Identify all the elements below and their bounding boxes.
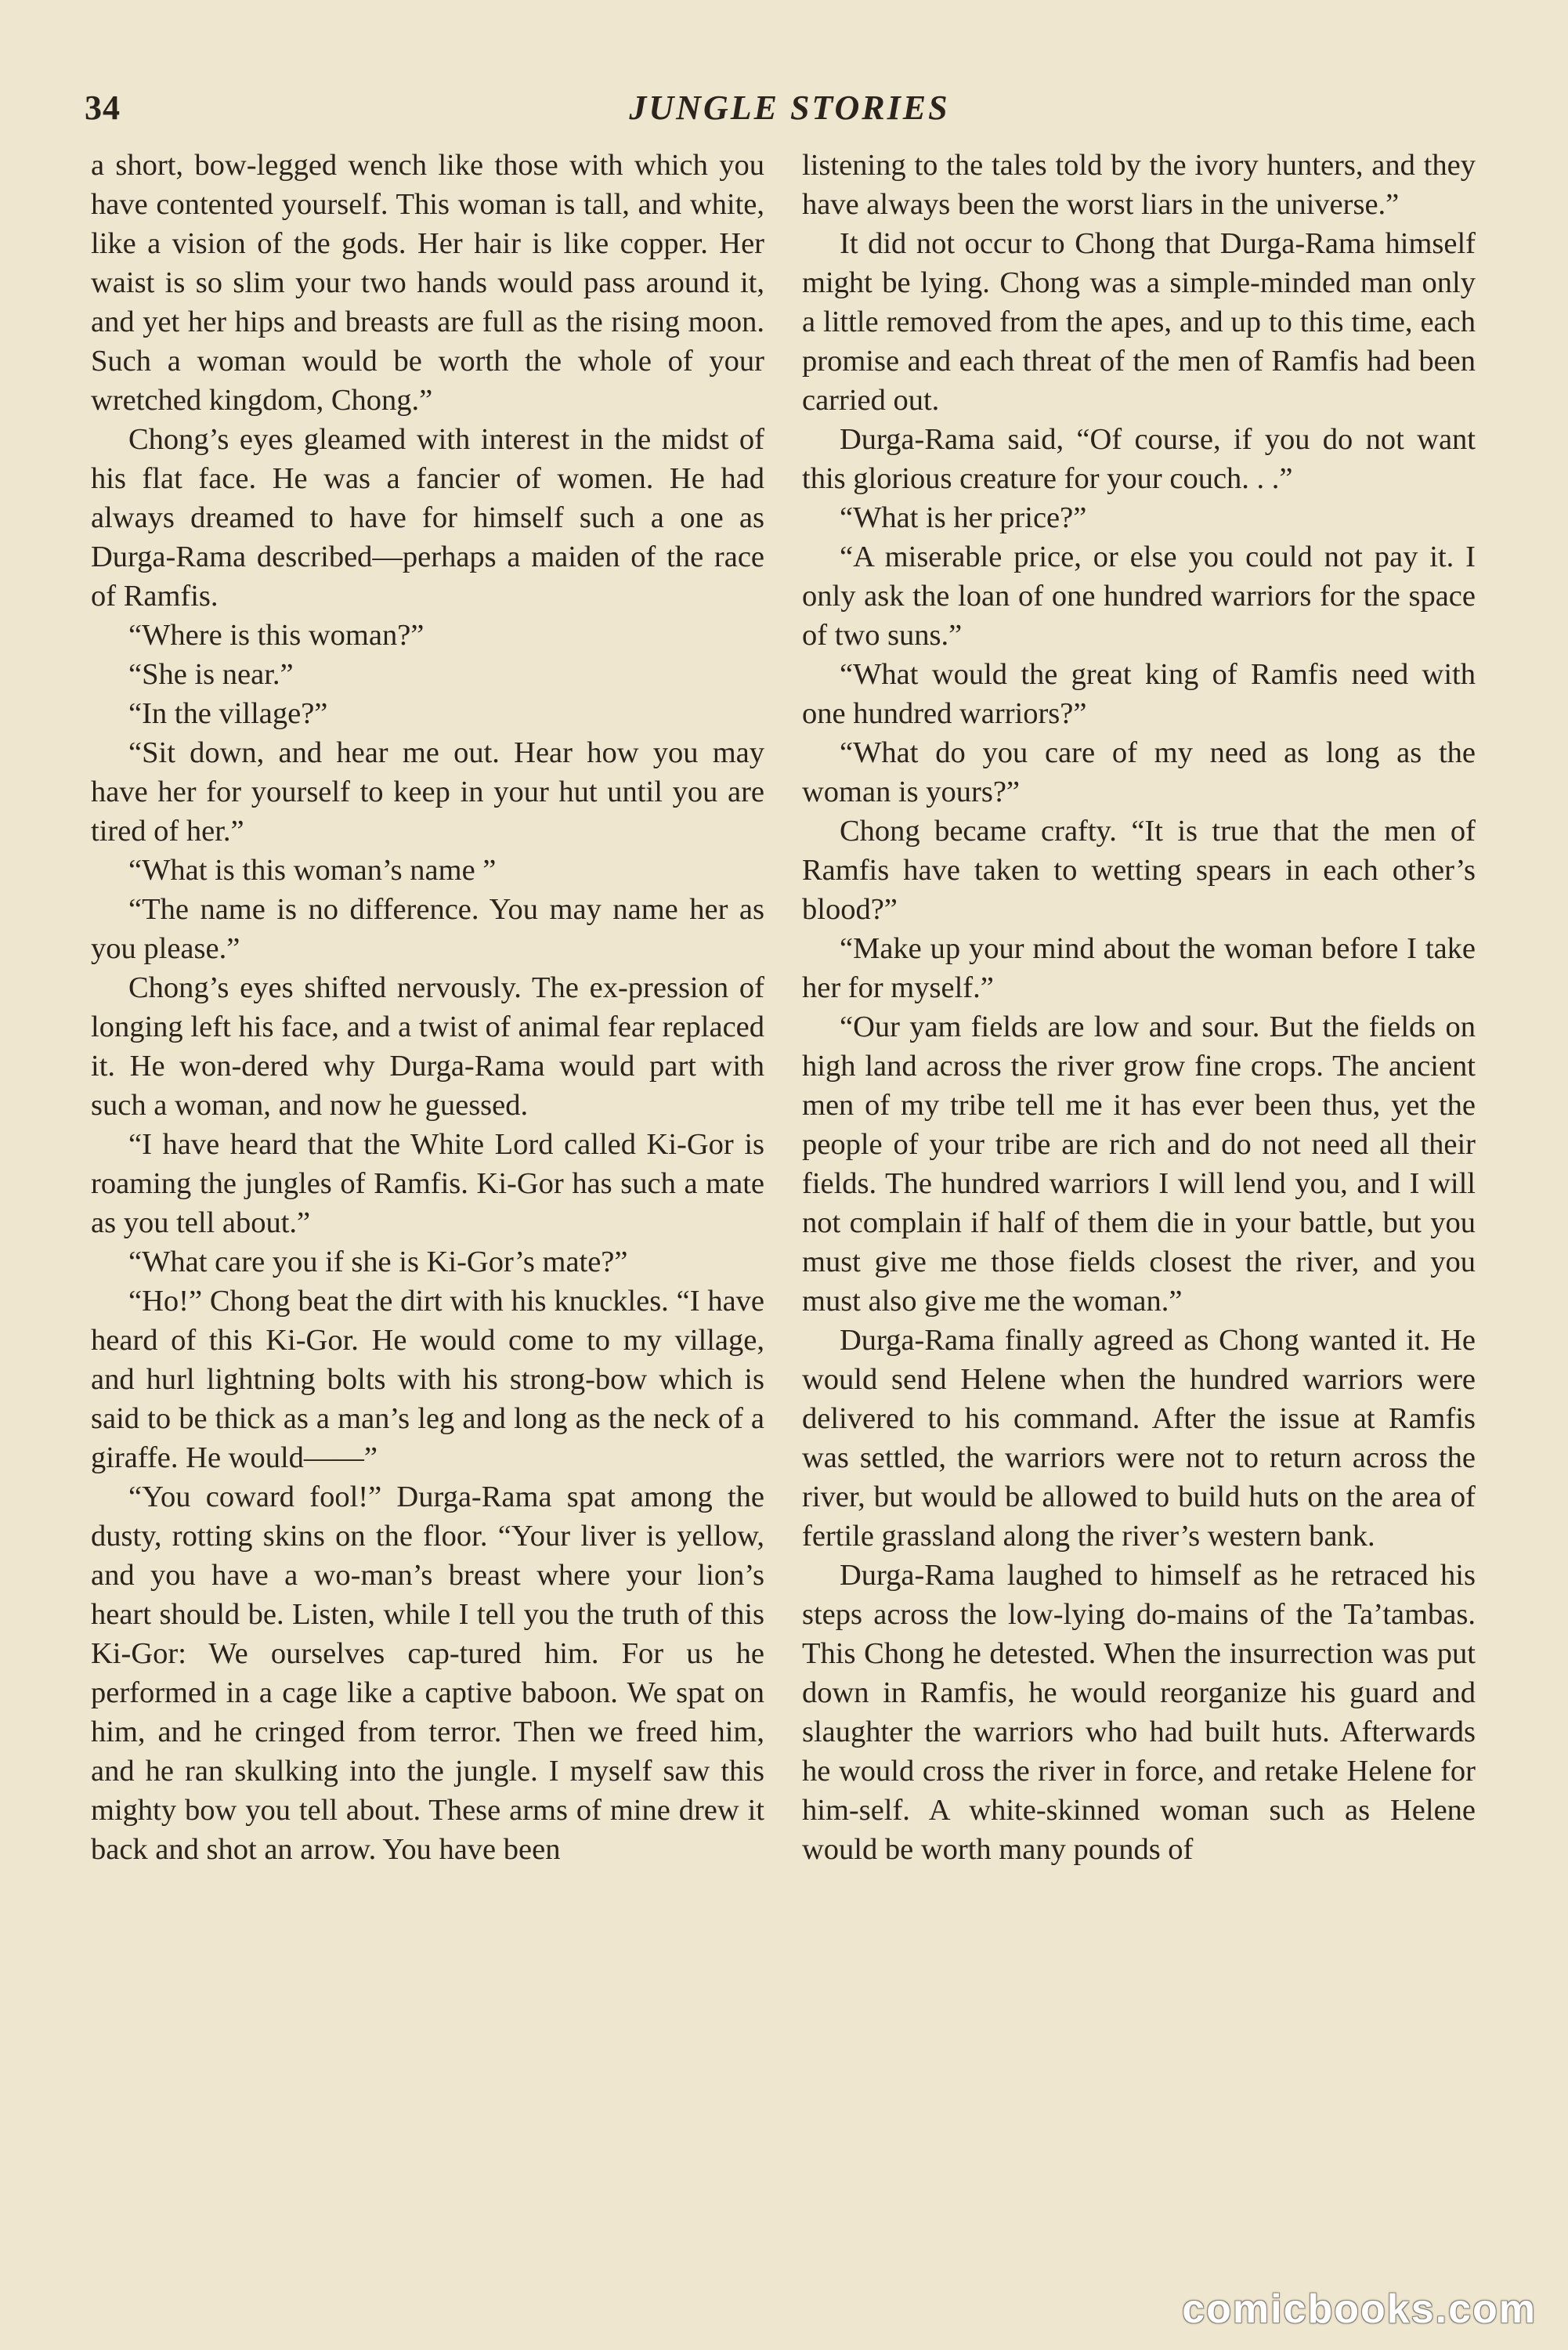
paragraph: a short, bow-legged wench like those with which you have contented yourself. This woman is tall, and white, like a vision of the gods. Her hair is like copper. Her waist is so slim your two hands would pass around it, and yet her hips and breasts are full as the rising moon. Such a woman would be worth the whole of your wretched kingdom, Chong.” [91,149,764,417]
paragraph: “What do you care of my need as long as the woman is yours?” [802,736,1476,808]
paragraph: “You coward fool!” Durga-Rama spat among the dusty, rotting skins on the floor. “Your liver is yellow, and you have a wo-man’s breast where your lion’s heart should be. Listen, while I tell you the truth of this Ki-Gor: We ourselves cap-tured him. For us he performed in a cage like a captive baboon. We spat on him, and he cringed from terror. Then we freed him, and he ran skulking into the jungle. I myself saw this mighty bow you tell about. These arms of mine drew it back and shot an arrow. You have been [91,1480,764,1866]
paragraph: Chong’s eyes gleamed with interest in the midst of his flat face. He was a fancier of women. He had always dreamed to have for himself such a one as Durga-Rama described—perhaps a maiden of the race of Ramfis. [91,423,764,613]
paragraph: Durga-Rama finally agreed as Chong wanted it. He would send Helene when the hundred warriors were delivered to his command. After the issue at Ramfis was settled, the warriors were not to return across the river, but would be allowed to build huts on the area of fertile grassland along the river’s western bank. [802,1324,1476,1553]
paragraph: “What care you if she is Ki-Gor’s mate?” [128,1246,628,1278]
paragraph: “She is near.” [128,658,294,691]
right-text-column [802,146,1476,2261]
watermark-logo: comicbooks.com [1182,2287,1537,2332]
paragraph: Chong’s eyes shifted nervously. The ex-pression of longing left his face, and a twist of animal fear replaced it. He won-dered why Durga-Rama would part with such a woman, and now he guessed. [91,971,764,1122]
paragraph: “What is this woman’s name ” [128,854,497,887]
left-text-column [91,146,764,2261]
paragraph: Chong became crafty. “It is true that the men of Ramfis have taken to wetting spears in each other’s blood?” [802,815,1476,926]
paragraph: “What would the great king of Ramfis need with one hundred warriors?” [802,658,1476,730]
paragraph: “Where is this woman?” [128,619,425,652]
paragraph: “Sit down, and hear me out. Hear how you may have her for yourself to keep in your hut until you are tired of her.” [91,736,764,848]
page-header [85,88,1494,135]
paragraph: “Ho!” Chong beat the dirt with his knuckles. “I have heard of this Ki-Gor. He would come to my village, and hurl lightning bolts with his strong-bow which is said to be thick as a man’s leg and long as the neck of a giraffe. He would——” [91,1285,764,1474]
paragraph: It did not occur to Chong that Durga-Rama himself might be lying. Chong was a simple-minded man only a little removed from the apes, and up to this time, each promise and each threat of the men of Ramfis had been carried out. [802,227,1476,417]
paragraph: listening to the tales told by the ivory hunters, and they have always been the worst liars in the universe.” [802,149,1476,221]
paragraph: “I have heard that the White Lord called Ki-Gor is roaming the jungles of Ramfis. Ki-Gor has such a mate as you tell about.” [91,1128,764,1239]
paragraph: Durga-Rama said, “Of course, if you do not want this glorious creature for your couch. . .” [802,423,1476,495]
paragraph: “In the village?” [128,697,328,730]
page-number: 34 [85,89,121,127]
paragraph: “Our yam fields are low and sour. But the fields on high land across the river grow fine crops. The ancient men of my tribe tell me it has ever been thus, yet the people of your tribe are rich and do not need all their fields. The hundred warriors I will lend you, and I will not complain if half of them die in your battle, but you must give me those fields closest the river, and you must also give me the woman.” [802,1010,1476,1318]
paragraph: “What is her price?” [840,501,1087,534]
running-title: JUNGLE STORIES [629,89,950,127]
paragraph: Durga-Rama laughed to himself as he retraced his steps across the low-lying do-mains of the Ta’tambas. This Chong he detested. When the insurrection was put down in Ramfis, he would reorganize his guard and slaughter the warriors who had built huts. Afterwards he would cross the river in force, and retake Helene for him-self. A white-skinned woman such as Helene would be worth many pounds of [802,1559,1476,1866]
paragraph: “Make up your mind about the woman before I take her for myself.” [802,932,1476,1004]
paragraph: “The name is no difference. You may name her as you please.” [91,893,764,965]
paragraph: “A miserable price, or else you could not pay it. I only ask the loan of one hundred warriors for the space of two suns.” [802,540,1476,652]
